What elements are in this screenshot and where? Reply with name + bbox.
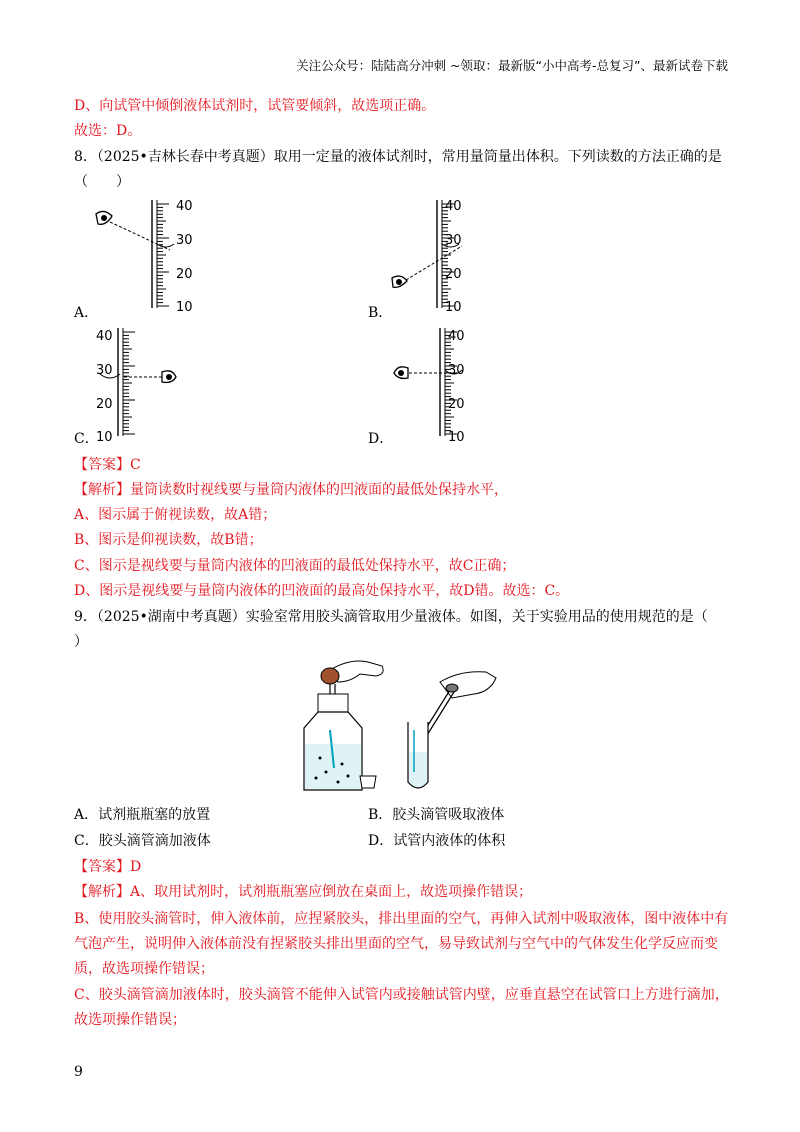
q8-figure-b — [437, 199, 462, 315]
eye-icon — [392, 276, 407, 287]
scale-30: 30 — [445, 233, 462, 248]
eye-icon — [96, 211, 112, 224]
q8-figure-d — [440, 328, 465, 445]
q9-figure — [290, 652, 510, 794]
q8-analysis-a: A、图示属于俯视读数，故A错； — [74, 507, 277, 523]
q8-figures — [0, 0, 800, 460]
scale-20: 20 — [448, 397, 465, 412]
q8-analysis: 【解析】量筒读数时视线要与量筒内液体的凹液面的最低处保持水平， — [74, 482, 508, 498]
page-header: 关注公众号：陆陆高分冲刺 ~领取：最新版“小中高考-总复习”、最新试卷下载 — [296, 58, 728, 73]
q8-answer: 【答案】C — [74, 457, 141, 473]
bottle-stopper — [360, 776, 376, 788]
q9-analysis-a: 【解析】A、取用试剂时，试剂瓶瓶塞应倒放在桌面上，故选项操作错误； — [74, 884, 533, 900]
scale-30: 30 — [176, 233, 193, 248]
q9-analysis-b: B、使用胶头滴管时，伸入液体前，应捏紧胶头，排出里面的空气，再伸入试剂中吸取液体，图中液体中有气泡产生，说明伸入液体前没有捏紧胶头排出里面的空气，易导致试剂与空气中的气体发生化学反应而变质，故选项操作错误； — [74, 911, 729, 977]
q8-figure-c — [96, 328, 135, 445]
scale-10: 10 — [448, 430, 465, 445]
q9-option-b: B．胶头滴管吸取液体 — [368, 807, 505, 823]
q9-option-a: A．试剂瓶瓶塞的放置 — [74, 807, 211, 823]
q8-analysis-b: B、图示是仰视读数，故B错； — [74, 532, 263, 548]
scale-30: 30 — [96, 363, 113, 378]
scale-10: 10 — [176, 300, 193, 315]
q8-option-d-label: D． — [368, 431, 394, 447]
q9-answer: 【答案】D — [74, 859, 142, 875]
q8-option-b-label: B． — [368, 305, 393, 321]
scale-30: 30 — [448, 363, 465, 378]
q8-analysis-c: C、图示是视线要与量筒内液体的凹液面的最低处保持水平，故C正确； — [74, 558, 516, 574]
scale-20: 20 — [96, 397, 113, 412]
scale-20: 20 — [445, 267, 462, 282]
prev-option-d-explanation: D、向试管中倾倒液体试剂时，试管要倾斜，故选项正确。 — [74, 98, 436, 114]
prev-answer: 故选：D。 — [74, 123, 142, 139]
q9-stem: 9．（2025•湖南中考真题）实验室常用胶头滴管取用少量液体。如图，关于实验用品的使用规范的是（ — [74, 609, 708, 625]
eye-icon — [162, 371, 176, 383]
q9-option-c: C．胶头滴管滴加液体 — [74, 833, 211, 849]
q8-figure-a — [152, 199, 193, 315]
q8-stem: 8．（2025•吉林长春中考真题）取用一定量的液体试剂时，常用量筒量出体积。下列读数的方法正确的是 — [74, 149, 722, 165]
scale-40: 40 — [445, 199, 462, 214]
scale-10: 10 — [96, 430, 113, 445]
q8-option-a-label: A． — [74, 305, 99, 321]
scale-40: 40 — [448, 329, 465, 344]
q9-option-d: D．试管内液体的体积 — [368, 833, 506, 849]
scale-10: 10 — [445, 300, 462, 315]
q8-option-c-label: C． — [74, 431, 99, 447]
q9-stem-end: ） — [74, 634, 88, 650]
q8-analysis-d: D、图示是视线要与量筒内液体的凹液面的最高处保持水平，故D错。故选：C。 — [74, 583, 570, 599]
q8-paren: （ ） — [74, 174, 130, 190]
scale-40: 40 — [96, 329, 113, 344]
scale-40: 40 — [176, 199, 193, 214]
q9-analysis-c: C、胶头滴管滴加液体时，胶头滴管不能伸入试管内或接触试管内壁，应垂直悬空在试管口上方进行滴加，故选项操作错误； — [74, 987, 729, 1028]
page-number: 9 — [74, 1064, 83, 1080]
scale-20: 20 — [176, 267, 193, 282]
eye-icon — [394, 367, 408, 379]
dropper-bulb-icon — [321, 668, 339, 684]
